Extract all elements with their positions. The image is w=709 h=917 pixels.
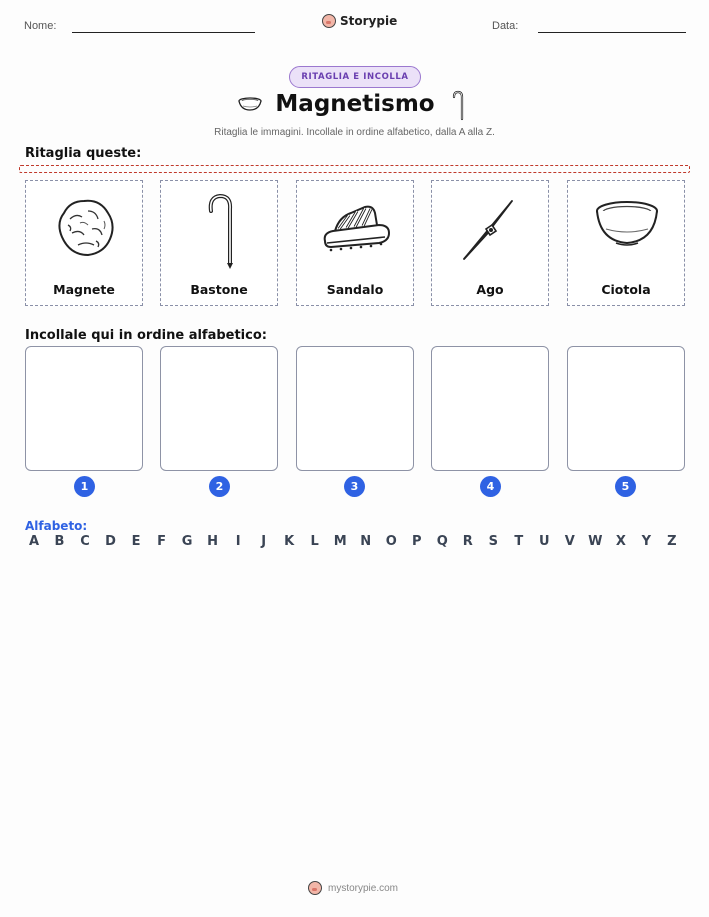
alphabet-letter: U: [539, 534, 550, 549]
card-bastone[interactable]: [160, 180, 278, 306]
brand-name: Storypie: [340, 14, 398, 28]
alphabet-row: [26, 534, 680, 549]
card-magnete[interactable]: [25, 180, 143, 306]
alphabet-letter: B: [54, 534, 65, 549]
card-sandalo[interactable]: [296, 180, 414, 306]
alphabet-letter: E: [131, 534, 141, 549]
alphabet-letter: N: [360, 534, 372, 549]
alphabet-letter: K: [284, 534, 295, 549]
paste-slot[interactable]: [567, 346, 685, 471]
alphabet-letter: L: [310, 534, 319, 549]
alphabet-letter: S: [488, 534, 498, 549]
alphabet-letter: W: [588, 534, 603, 549]
footer: [308, 881, 398, 895]
sandal-icon: [315, 189, 397, 269]
card-ago[interactable]: [431, 180, 549, 306]
paste-slot[interactable]: [431, 346, 549, 471]
alphabet-letter: O: [385, 534, 397, 549]
cane-icon: [185, 189, 255, 269]
alphabet-letter: X: [615, 534, 626, 549]
alphabet-letter: C: [80, 534, 90, 549]
alphabet-letter: P: [411, 534, 422, 549]
alphabet-letter: Y: [641, 534, 652, 549]
card-label: Bastone: [190, 282, 248, 297]
alphabet-letter: A: [28, 534, 40, 549]
alphabet-letter: G: [181, 534, 193, 549]
card-ciotola[interactable]: [567, 180, 685, 306]
paste-slot[interactable]: [160, 346, 278, 471]
alphabet-title: Alfabeto:: [25, 519, 88, 533]
needle-icon: [456, 189, 526, 269]
slot-number: 3: [344, 476, 365, 497]
name-label: Nome:: [24, 20, 57, 32]
card-label: Ago: [476, 282, 504, 297]
instructions: Ritaglia le immagini. Incollale in ordine alfabetico, dalla A alla Z.: [214, 127, 495, 138]
alphabet-letter: Q: [436, 534, 448, 549]
alphabet-letter: R: [462, 534, 473, 549]
alphabet-letter: I: [235, 534, 241, 549]
alphabet-letter: V: [564, 534, 575, 549]
slot-number: 1: [74, 476, 95, 497]
date-label: Data:: [492, 20, 519, 32]
alphabet-letter: F: [157, 534, 167, 549]
alphabet-letter: D: [105, 534, 116, 549]
card-label: Sandalo: [326, 282, 384, 297]
page-title: Magnetismo: [275, 91, 435, 117]
cut-line: [19, 165, 690, 173]
alphabet-letter: Z: [667, 534, 677, 549]
alphabet-letter: H: [207, 534, 219, 549]
paste-heading: Incollale qui in ordine alfabetico:: [25, 328, 267, 343]
paste-slot[interactable]: [296, 346, 414, 471]
slot-number: 2: [209, 476, 230, 497]
pig-icon: [322, 14, 336, 28]
bowl-icon: [592, 189, 662, 269]
card-label: Ciotola: [601, 282, 651, 297]
magnet-rock-icon: [50, 189, 120, 269]
pig-icon: [308, 881, 322, 895]
slot-number: 4: [480, 476, 501, 497]
alphabet-letter: J: [261, 534, 267, 549]
date-line[interactable]: [538, 32, 686, 33]
cut-heading: Ritaglia queste:: [25, 146, 142, 161]
footer-url[interactable]: mystorypie.com: [328, 882, 399, 894]
brand-logo: [322, 14, 397, 28]
cane-icon: [450, 90, 466, 122]
alphabet-letter: T: [514, 534, 524, 549]
alphabet-letter: M: [333, 534, 347, 549]
activity-badge: RITAGLIA E INCOLLA: [289, 66, 421, 88]
card-label: Magnete: [53, 282, 115, 297]
slot-number: 5: [615, 476, 636, 497]
name-line[interactable]: [72, 32, 255, 33]
paste-slot[interactable]: [25, 346, 143, 471]
